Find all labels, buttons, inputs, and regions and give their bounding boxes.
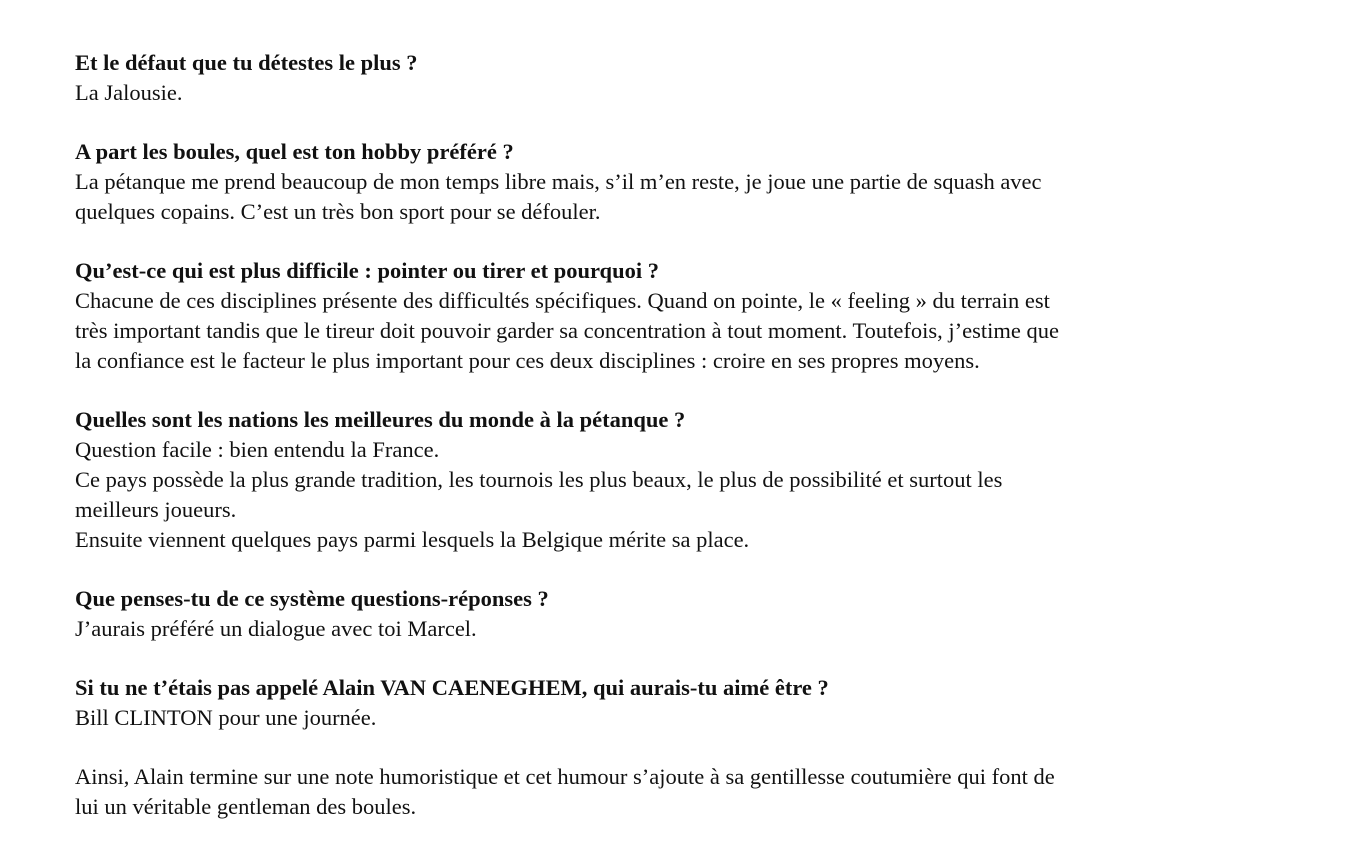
document-page [75, 48, 1305, 822]
closing-line: lui un véritable gentleman des boules. [75, 794, 417, 819]
answer-line: la confiance est le facteur le plus important pour ces deux disciplines : croire en ses propres moyens. [75, 348, 980, 373]
qa-block [75, 673, 1305, 733]
answer-line: Chacune de ces disciplines présente des difficultés spécifiques. Quand on pointe, le « feeling » du terrain est [75, 288, 1050, 313]
answer-line: J’aurais préféré un dialogue avec toi Marcel. [75, 616, 477, 641]
answer [75, 286, 1305, 376]
qa-block [75, 48, 1305, 108]
answer-line: Bill CLINTON pour une journée. [75, 705, 377, 730]
answer-line: Ce pays possède la plus grande tradition, les tournois les plus beaux, le plus de possibilité et surtout les [75, 467, 1003, 492]
question: Qu’est-ce qui est plus difficile : pointer ou tirer et pourquoi ? [75, 258, 659, 283]
answer-line: La pétanque me prend beaucoup de mon temps libre mais, s’il m’en reste, je joue une partie de squash avec [75, 169, 1042, 194]
answer [75, 78, 1305, 108]
closing-paragraph [75, 762, 1305, 822]
question: Quelles sont les nations les meilleures du monde à la pétanque ? [75, 407, 686, 432]
qa-block [75, 137, 1305, 227]
answer-line: Ensuite viennent quelques pays parmi lesquels la Belgique mérite sa place. [75, 527, 750, 552]
answer [75, 167, 1305, 227]
answer [75, 435, 1305, 555]
answer-line: quelques copains. C’est un très bon sport pour se défouler. [75, 199, 601, 224]
question: Si tu ne t’étais pas appelé Alain VAN CAENEGHEM, qui aurais-tu aimé être ? [75, 675, 829, 700]
closing-line: Ainsi, Alain termine sur une note humoristique et cet humour s’ajoute à sa gentillesse coutumière qui font de [75, 764, 1055, 789]
question: Et le défaut que tu détestes le plus ? [75, 50, 418, 75]
answer-line: très important tandis que le tireur doit pouvoir garder sa concentration à tout moment. Toutefois, j’estime que [75, 318, 1060, 343]
question: Que penses-tu de ce système questions-réponses ? [75, 586, 549, 611]
answer-line: meilleurs joueurs. [75, 497, 237, 522]
qa-block [75, 405, 1305, 555]
qa-block [75, 584, 1305, 644]
answer [75, 614, 1305, 644]
answer-line: La Jalousie. [75, 80, 183, 105]
answer-line: Question facile : bien entendu la France. [75, 437, 440, 462]
qa-block [75, 256, 1305, 376]
question: A part les boules, quel est ton hobby préféré ? [75, 139, 514, 164]
answer [75, 703, 1305, 733]
